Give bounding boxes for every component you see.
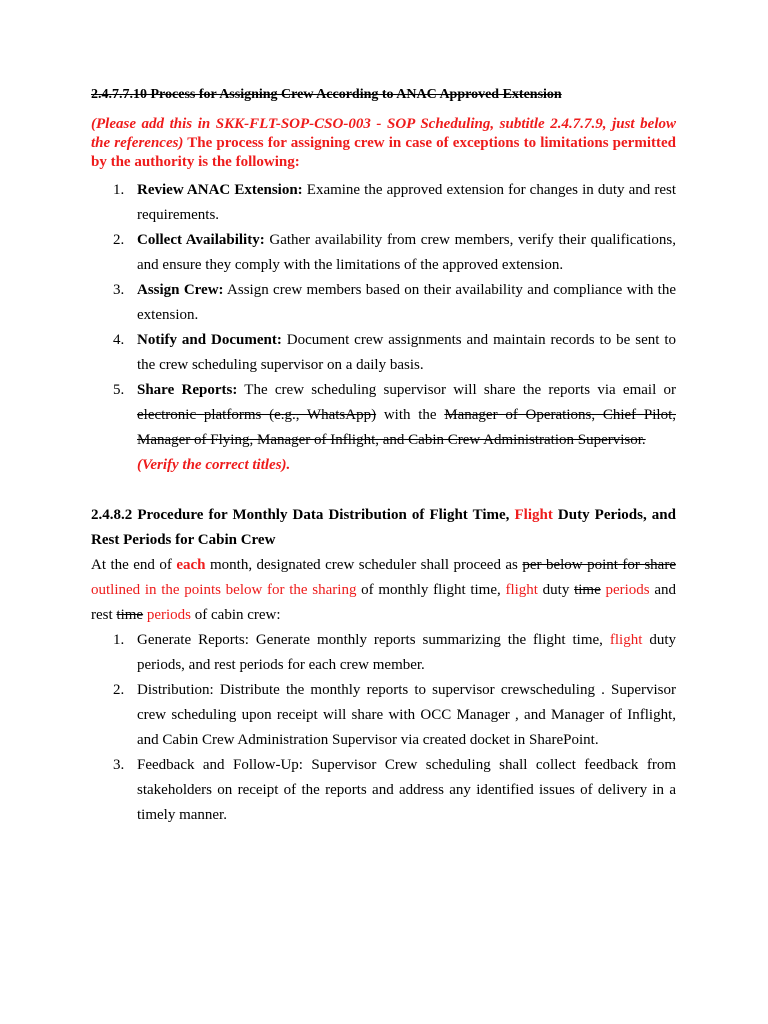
item-text: duty periods, and rest periods for each crew member. [137,632,676,673]
struck-text: per below point for share [522,557,676,573]
section-assigning-crew [91,85,676,478]
inserted-text: flight [609,632,643,648]
item-number: 2. [113,232,125,248]
item-number: 2. [113,682,125,698]
item-text: Generate Reports: Generate monthly reports summarizing the flight time, [137,632,610,648]
item-label: Share Reports: [137,382,238,398]
item-text: Document crew assignments and maintain records to be sent to the crew scheduling supervisor on a daily basis. [137,332,676,373]
monthly-data-list [91,628,676,828]
list-item [91,378,676,478]
text: month, designated crew scheduler shall proceed as [205,557,523,573]
inserted-text: periods [600,582,650,598]
item-text: The crew scheduling supervisor will share the reports via email or [237,382,676,398]
note-italic: (Please add this in SKK-FLT-SOP-CSO-003 - SOP Scheduling, subtitle 2.4.7.7.9, just below the references) [91,116,676,151]
struck-text: electronic platforms (e.g., WhatsApp) [137,407,377,423]
text: of cabin crew: [191,607,281,623]
section-heading [91,503,676,553]
note-bold: The process for assigning crew in case of exceptions to limitations permitted by the authority is the following: [91,135,676,170]
assign-crew-list [91,178,676,478]
item-number: 5. [113,382,125,398]
item-text: Assign crew members based on their availability and compliance with the extension. [137,282,676,323]
item-text: Gather availability from crew members, verify their qualifications, and ensure they comply with the limitations of the approved extension. [137,232,676,273]
text: At the end of [91,557,177,573]
text: duty [537,582,575,598]
list-item [91,753,676,828]
document-page [91,85,676,828]
list-item [91,228,676,278]
item-number: 3. [113,757,125,773]
heading-part: Duty Periods, and Rest Periods for Cabin Crew [91,507,676,548]
list-item [91,678,676,753]
item-number: 1. [113,182,125,198]
struck-text: time [574,582,601,598]
inserted-text: each [176,557,206,573]
item-label: Notify and Document: [137,332,282,348]
list-item [91,278,676,328]
item-number: 4. [113,332,125,348]
heading-part: 2.4.8.2 Procedure for Monthly Data Distribution of Flight Time, [91,507,515,523]
item-text: Examine the approved extension for changes in duty and rest requirements. [137,182,676,223]
item-label: Collect Availability: [137,232,265,248]
section-monthly-data [91,503,676,828]
item-label: Assign Crew: [137,282,224,298]
inserted-text: periods [143,607,192,623]
item-label: Review ANAC Extension: [137,182,303,198]
struck-text: time [116,607,144,623]
list-item [91,178,676,228]
item-number: 1. [113,632,125,648]
heading-red-insert: Flight [514,507,553,523]
struck-text: Manager of Operations, Chief Pilot, Manager of Flying, Manager of Inflight, and Cabin Crew Administration Supervisor. [137,407,676,448]
item-text: with the [376,407,445,423]
text: and rest [91,582,676,623]
text: of monthly flight time, [356,582,506,598]
instruction-note [91,115,676,172]
list-item [91,628,676,678]
item-number: 3. [113,282,125,298]
struck-heading: 2.4.7.7.10 Process for Assigning Crew According to ANAC Approved Extension [91,87,562,102]
inserted-text: flight [505,582,538,598]
item-text: Distribution: Distribute the monthly reports to supervisor crewscheduling . Supervisor crew scheduling upon receipt will share with OCC Manager , and Manager of Inflight, and Cabin Crew Administration Supervisor via created docket in SharePoint. [137,682,676,748]
inserted-text: outlined in the points below for the sharing [91,582,357,598]
list-item [91,328,676,378]
item-text: Feedback and Follow-Up: Supervisor Crew scheduling shall collect feedback from stakeholders on receipt of the reports and address any identified issues of delivery in a timely manner. [137,757,676,823]
verify-note: (Verify the correct titles). [137,457,291,473]
intro-paragraph [91,553,676,628]
